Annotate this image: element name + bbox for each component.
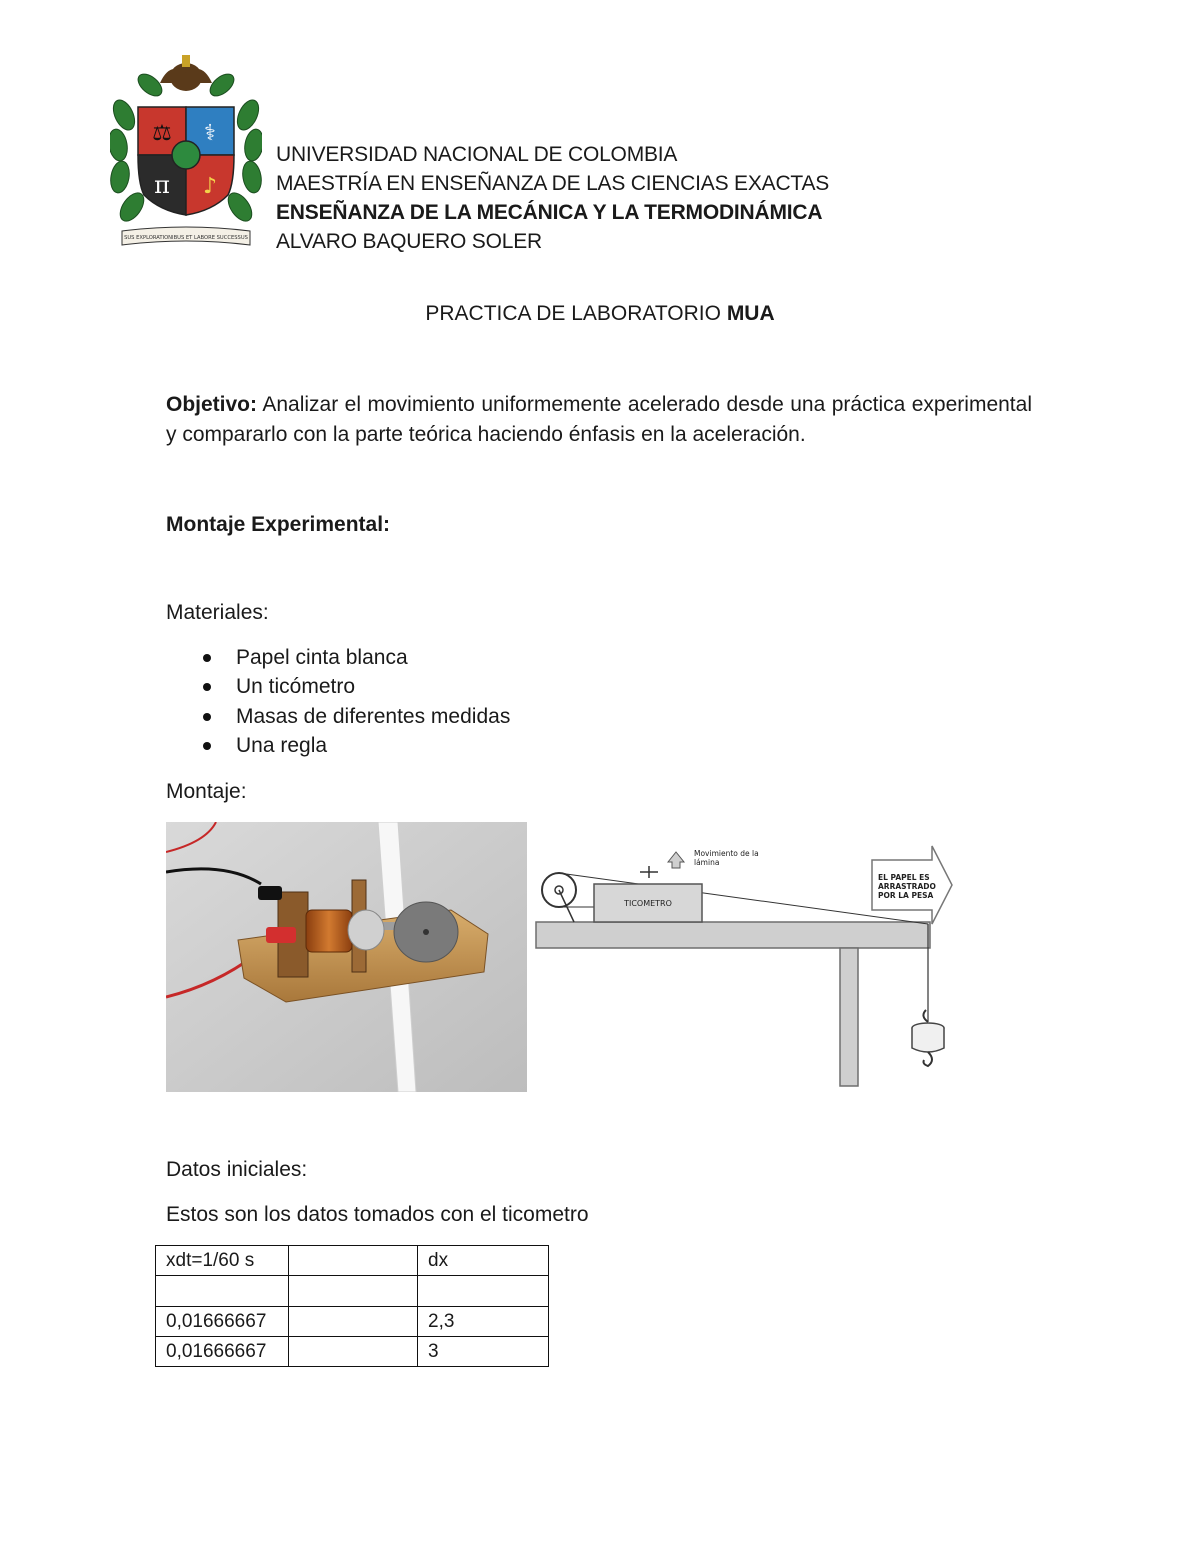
objective-text: Analizar el movimiento uniformemente acelerado desde una práctica experimental y compararlo con la parte teórica haciendo énfasis en la aceleración. bbox=[166, 393, 1032, 446]
setup-diagram bbox=[534, 840, 954, 1090]
svg-text:⚕: ⚕ bbox=[204, 121, 216, 146]
title-prefix: PRACTICA DE LABORATORIO bbox=[425, 302, 721, 325]
objective-paragraph bbox=[166, 390, 1032, 450]
paper-label-1: EL PAPEL ES bbox=[878, 873, 930, 882]
table-cell: 3 bbox=[418, 1337, 549, 1367]
ticometro-box-label: TICOMETRO bbox=[624, 899, 672, 908]
setup-heading: Montaje Experimental: bbox=[166, 513, 391, 536]
table-cell: 2,3 bbox=[418, 1307, 549, 1337]
list-item: Una regla bbox=[200, 731, 510, 760]
paper-label-3: POR LA PESA bbox=[878, 891, 934, 900]
course-name: ENSEÑANZA DE LA MECÁNICA Y LA TERMODINÁMICA bbox=[276, 201, 823, 224]
svg-text:π: π bbox=[154, 171, 170, 199]
header-cell: xdt=1/60 s bbox=[156, 1246, 289, 1276]
table-row bbox=[156, 1337, 549, 1367]
university-name: UNIVERSIDAD NACIONAL DE COLOMBIA bbox=[276, 143, 678, 166]
montaje-label: Montaje: bbox=[166, 780, 247, 803]
materials-label: Materiales: bbox=[166, 601, 269, 624]
table-cell bbox=[289, 1276, 418, 1307]
table-cell: 0,01666667 bbox=[156, 1337, 289, 1367]
arrow-label-2: lámina bbox=[694, 858, 720, 867]
title-emphasis: MUA bbox=[726, 302, 775, 325]
table-row bbox=[156, 1307, 549, 1337]
header-cell: dx bbox=[418, 1246, 549, 1276]
data-table bbox=[155, 1245, 549, 1367]
objective-label: Objetivo: bbox=[166, 393, 258, 416]
logo-motto: SUS EXPLORATIONIBUS ET LABORE SUCCESSUS bbox=[124, 235, 248, 241]
table-cell bbox=[289, 1307, 418, 1337]
list-item: Masas de diferentes medidas bbox=[200, 702, 510, 731]
svg-text:♪: ♪ bbox=[202, 174, 218, 199]
table-cell bbox=[156, 1276, 289, 1307]
list-item: Un ticómetro bbox=[200, 672, 510, 701]
header-cell bbox=[289, 1246, 418, 1276]
paper-label-2: ARRASTRADO bbox=[878, 882, 936, 891]
program-name: MAESTRÍA EN ENSEÑANZA DE LAS CIENCIAS EXACTAS bbox=[276, 172, 830, 195]
materials-list bbox=[200, 643, 510, 760]
table-cell bbox=[289, 1337, 418, 1367]
table-row bbox=[156, 1276, 549, 1307]
page-title bbox=[0, 302, 1200, 326]
svg-text:⚖: ⚖ bbox=[152, 121, 172, 146]
ticker-timer-photo bbox=[166, 822, 527, 1092]
table-cell: 0,01666667 bbox=[156, 1307, 289, 1337]
header-block bbox=[276, 140, 829, 256]
author-name: ALVARO BAQUERO SOLER bbox=[276, 230, 542, 253]
arrow-label-1: Movimiento de la bbox=[694, 849, 759, 858]
table-header-row bbox=[156, 1246, 549, 1276]
table-cell bbox=[418, 1276, 549, 1307]
datos-label: Datos iniciales: bbox=[166, 1158, 308, 1181]
list-item: Papel cinta blanca bbox=[200, 643, 510, 672]
university-logo bbox=[110, 55, 262, 250]
datos-text: Estos son los datos tomados con el ticometro bbox=[166, 1203, 589, 1226]
